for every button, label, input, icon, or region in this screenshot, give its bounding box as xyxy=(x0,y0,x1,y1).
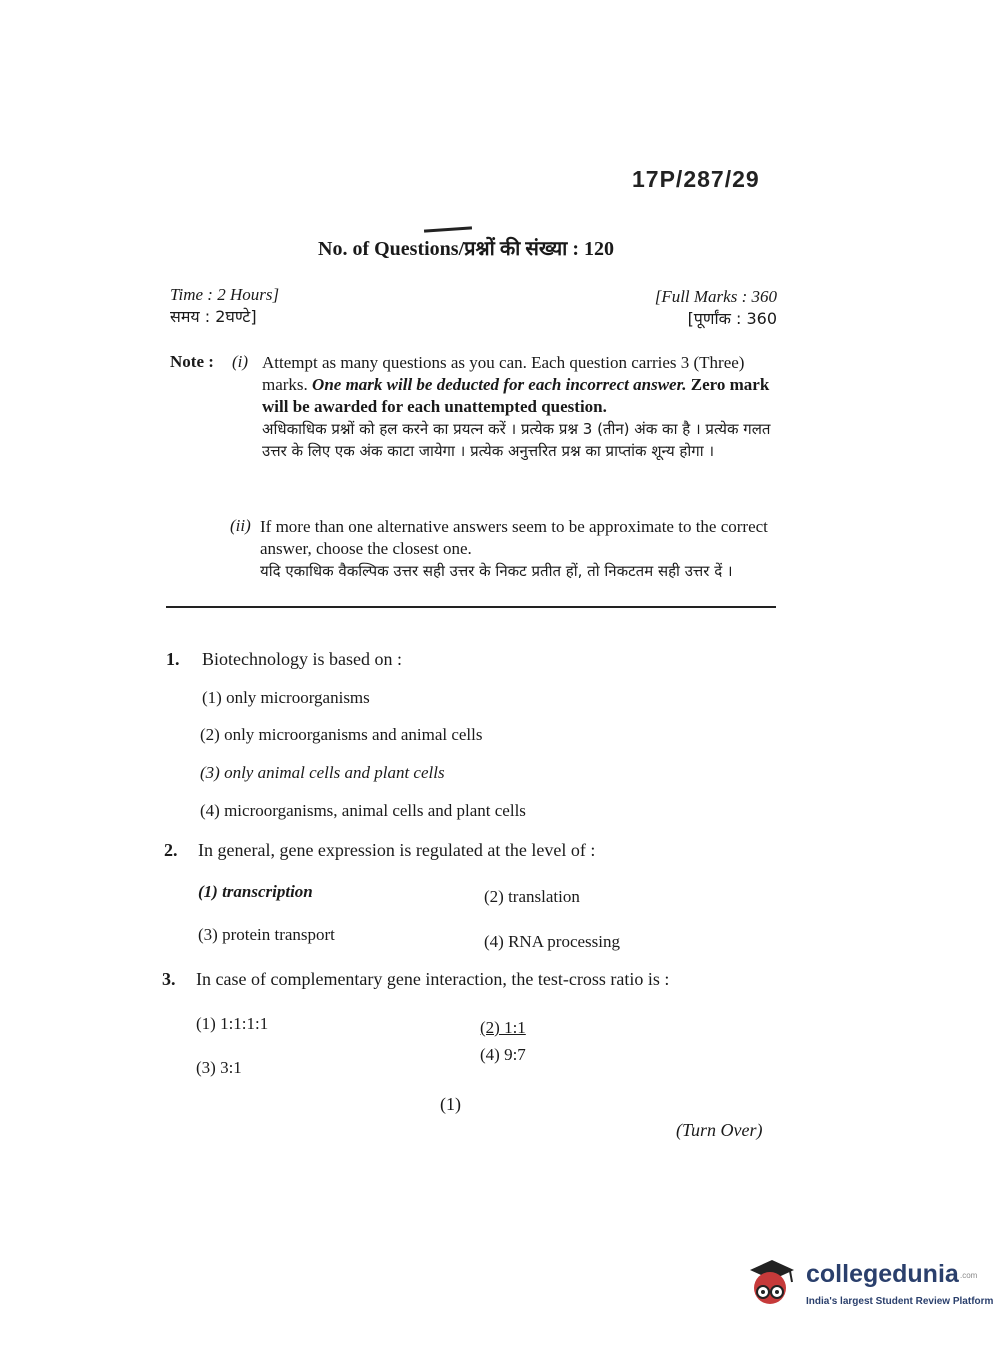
question-2-option-1: (1) transcription xyxy=(198,882,313,901)
note-i-hindi: अधिकाधिक प्रश्नों को हल करने का प्रयत्न करें । प्रत्येक प्रश्न 3 (तीन) अंक का है । प्रत्येक गलत उत्तर के लिए एक अंक काटा जायेगा । प्रत्येक अनुत्तरित प्रश्न का प्राप्तांक शून्य होगा । xyxy=(262,420,771,460)
brand-domain-suffix: .com xyxy=(960,1271,978,1280)
note-i-text-a: Attempt as many questions as you can. Each question carries 3 (Three) marks. xyxy=(262,353,745,394)
time-hindi: समय : 2घण्टे] xyxy=(170,307,257,326)
question-1-text: Biotechnology is based on : xyxy=(202,649,402,669)
time-block xyxy=(170,284,279,328)
question-3-option-3: (3) 3:1 xyxy=(196,1058,242,1077)
note-label: Note : xyxy=(170,352,214,371)
note-i-text-b: One mark will be deducted for each incorrect answer. xyxy=(312,375,687,394)
paper-code: 17P/287/29 xyxy=(632,166,760,192)
question-2-text: In general, gene expression is regulated at the level of : xyxy=(198,840,596,860)
note-i-text-c: Zero mark will be awarded for each unattempted question. xyxy=(262,375,770,416)
marks-block xyxy=(655,286,777,330)
divider-line xyxy=(166,606,776,608)
number-of-questions: No. of Questions/प्रश्नों की संख्या : 120 xyxy=(318,238,615,260)
note-ii-number: (ii) xyxy=(230,516,251,535)
question-2-number: 2. xyxy=(164,840,178,860)
page-number: (1) xyxy=(440,1094,461,1114)
question-3-option-2: (2) 1:1 xyxy=(480,1018,526,1037)
question-3-number: 3. xyxy=(162,969,176,989)
collegedunia-mascot-logo xyxy=(742,1252,800,1319)
brand-tagline: India's largest Student Review Platform xyxy=(806,1296,994,1307)
question-3-option-1: (1) 1:1:1:1 xyxy=(196,1014,269,1033)
time-english: Time : 2 Hours] xyxy=(170,285,280,304)
brand-name: collegedunia xyxy=(806,1260,959,1288)
note-ii-hindi: यदि एकाधिक वैकल्पिक उत्तर सही उत्तर के निकट प्रतीत हों, तो निकटतम सही उत्तर दें । xyxy=(260,562,733,580)
question-1-option-4: (4) microorganisms, animal cells and plant cells xyxy=(200,801,526,820)
question-1-number: 1. xyxy=(166,649,180,669)
question-1-option-3: (3) only animal cells and plant cells xyxy=(200,763,445,782)
question-3-option-4: (4) 9:7 xyxy=(480,1045,526,1064)
question-2-option-4: (4) RNA processing xyxy=(484,932,620,951)
question-1-option-1: (1) only microorganisms xyxy=(202,688,370,707)
note-ii-text xyxy=(260,516,778,582)
note-ii-english: If more than one alternative answers seem to be approximate to the correct answer, choose the closest one. xyxy=(260,517,768,558)
marks-english: [Full Marks : 360 xyxy=(654,287,777,306)
note-i-number: (i) xyxy=(232,352,249,371)
marks-hindi: [पूर्णांक : 360 xyxy=(687,309,777,328)
note-i-text xyxy=(262,352,778,462)
question-2-option-3: (3) protein transport xyxy=(198,925,335,944)
decorative-dash xyxy=(424,226,472,232)
question-2-option-2: (2) translation xyxy=(484,887,580,906)
question-1-option-2: (2) only microorganisms and animal cells xyxy=(200,725,483,744)
turn-over-label: (Turn Over) xyxy=(676,1120,763,1140)
question-3-text: In case of complementary gene interaction, the test-cross ratio is : xyxy=(196,969,670,989)
